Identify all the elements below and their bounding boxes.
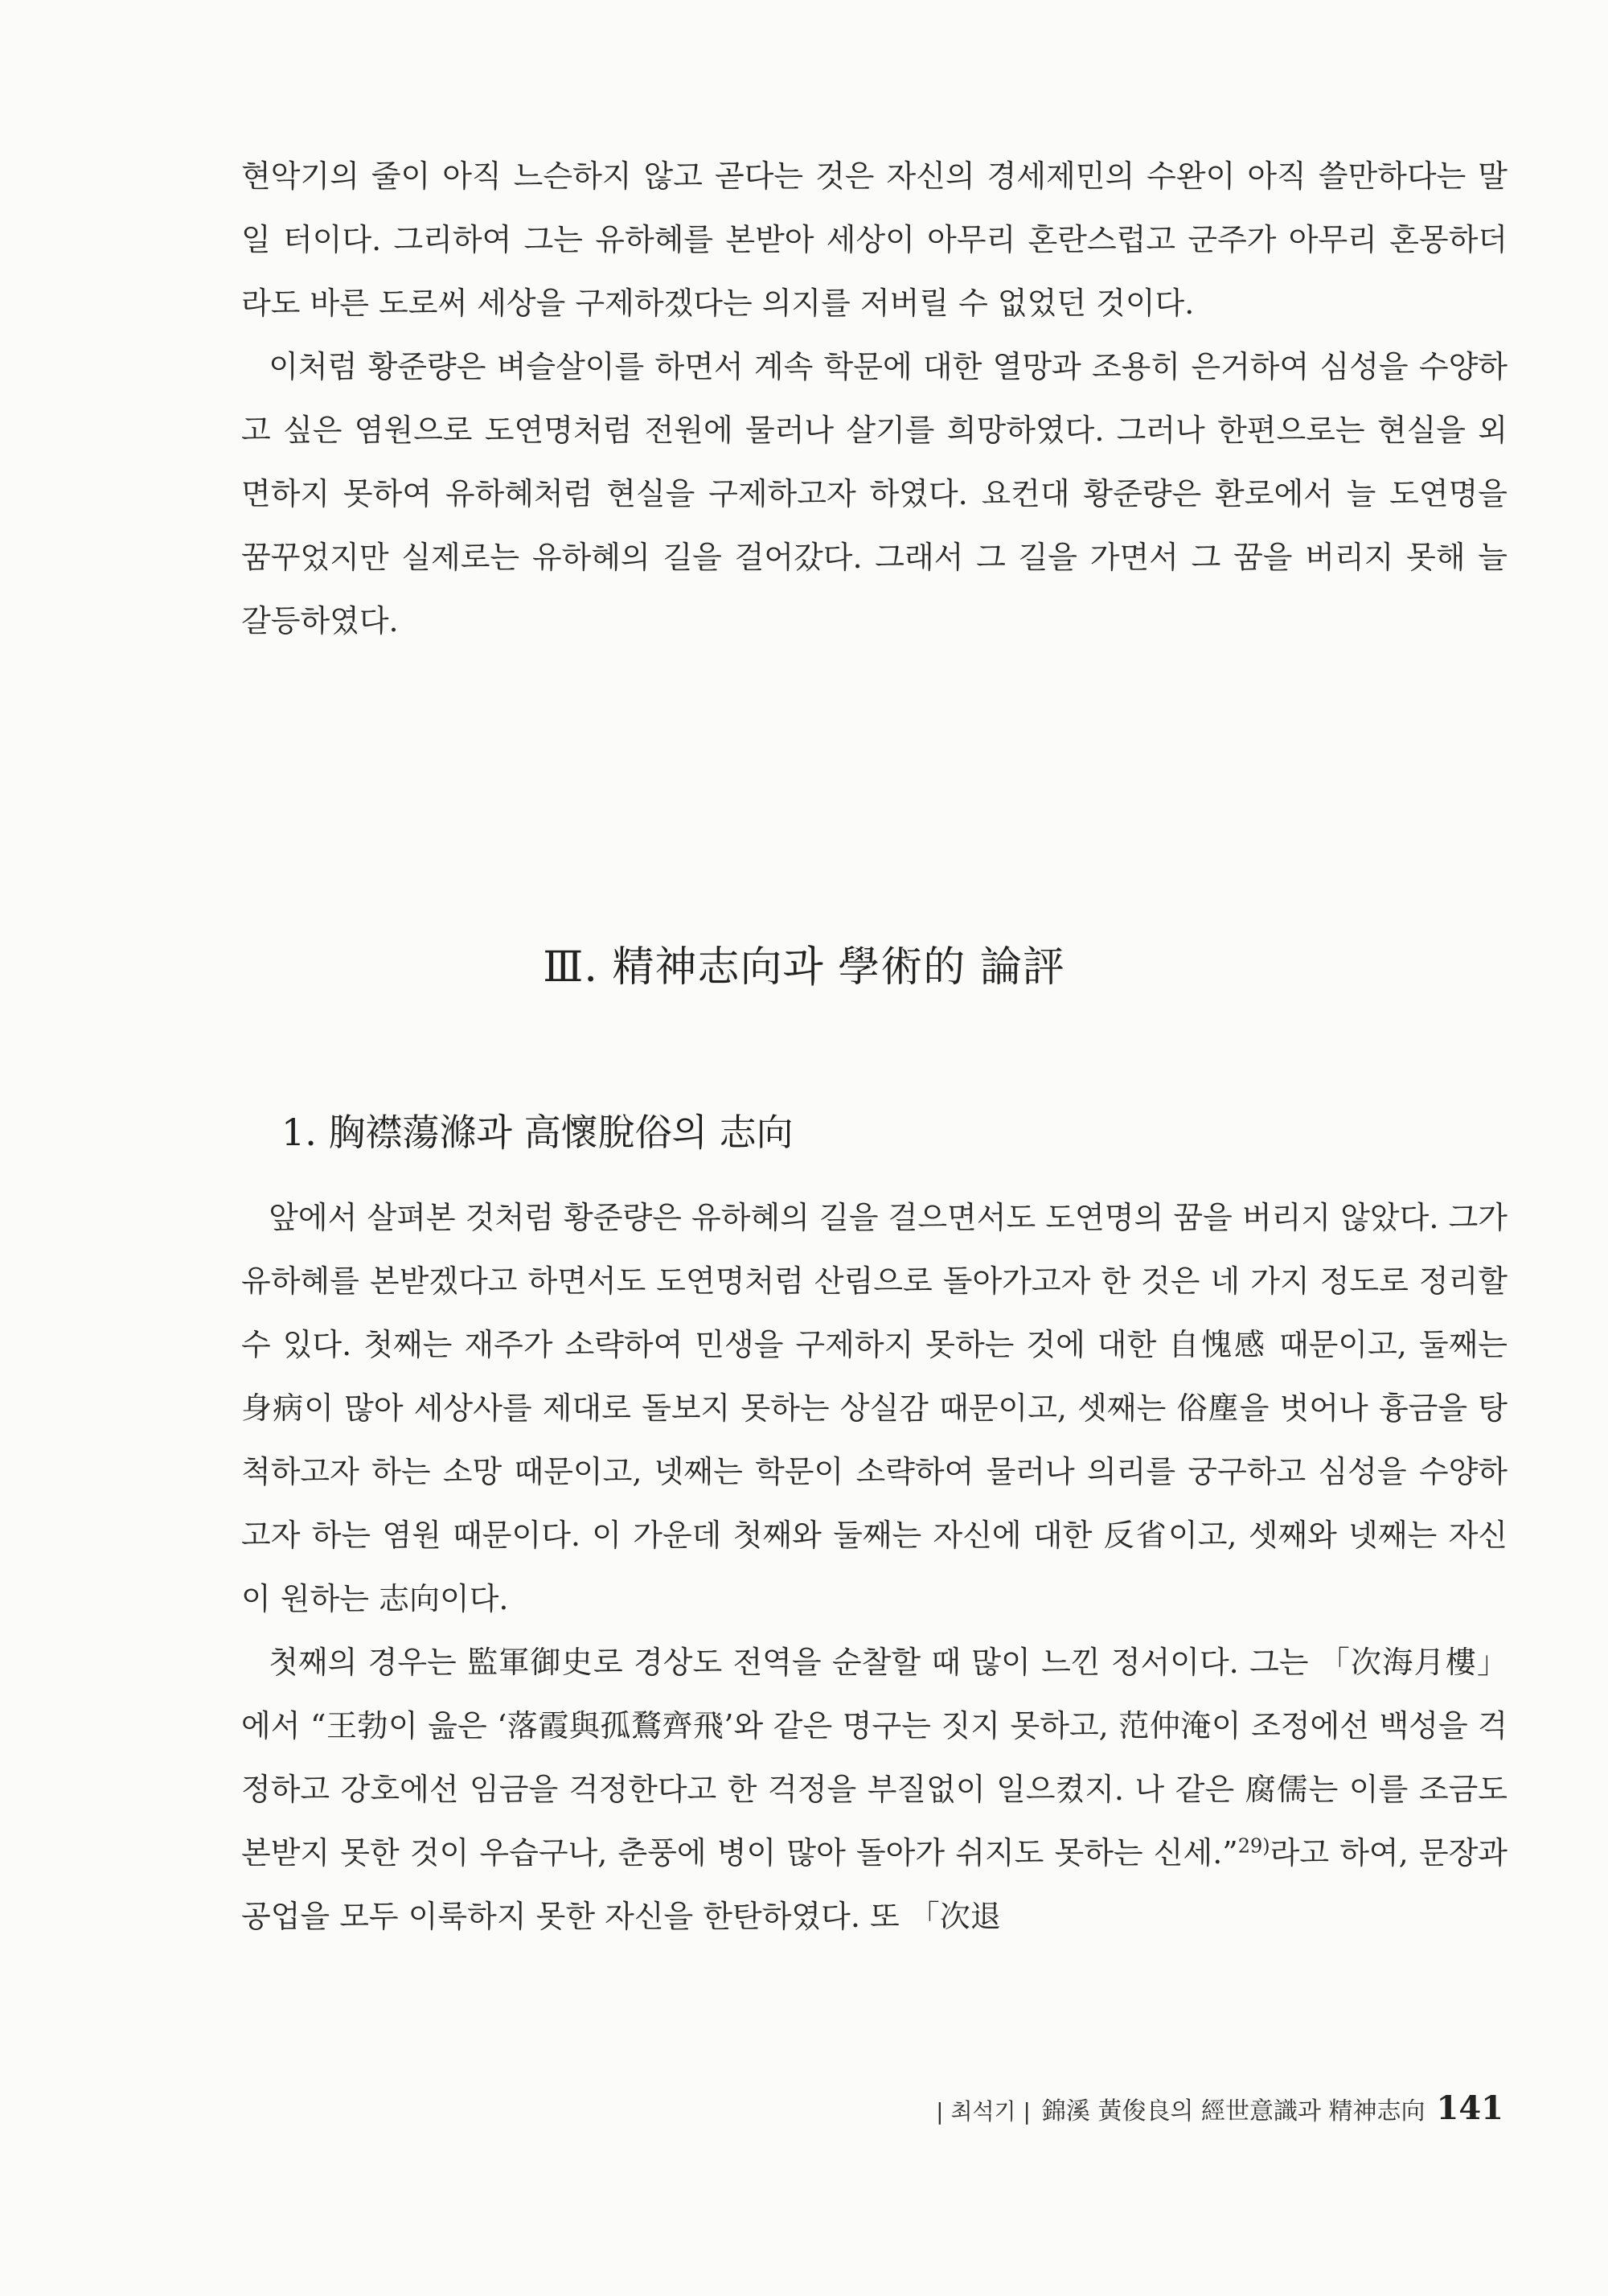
body-section-2	[241, 1186, 1508, 1949]
paragraph: 이처럼 황준량은 벼슬살이를 하면서 계속 학문에 대한 열망과 조용히 은거하여 심성을 수양하고 싶은 염원으로 도연명처럼 전원에 물러나 살기를 희망하였다. 그러나 한편으로는 현실을 외면하지 못하여 유하혜처럼 현실을 구제하고자 하였다. 요컨대 황준량은 환로에서 늘 도연명을 꿈꾸었지만 실제로는 유하혜의 길을 걸어갔다. 그래서 그 길을 가면서 그 꿈을 버리지 못해 늘 갈등하였다.	[241, 349, 1508, 639]
paragraph: 앞에서 살펴본 것처럼 황준량은 유하혜의 길을 걸으면서도 도연명의 꿈을 버리지 않았다. 그가 유하혜를 본받겠다고 하면서도 도연명처럼 산림으로 돌아가고자 한 것은 네 가지 정도로 정리할 수 있다. 첫째는 재주가 소략하여 민생을 구제하지 못하는 것에 대한 自愧感 때문이고, 둘째는 身病이 많아 세상사를 제대로 돌보지 못하는 상실감 때문이고, 셋째는 俗塵을 벗어나 흉금을 탕척하고자 하는 소망 때문이고, 넷째는 학문이 소략하여 물러나 의리를 궁구하고 심성을 수양하고자 하는 염원 때문이다. 이 가운데 첫째와 둘째는 자신에 대한 反省이고, 셋째와 넷째는 자신이 원하는 志向이다.	[241, 1200, 1508, 1616]
footnote-reference: 29)	[1237, 1834, 1270, 1858]
paragraph-text-tail: 라고 하여, 문장과 공업을 모두 이룩하지 못한 자신을 한탄하였다. 또 「次退	[241, 1835, 1508, 1934]
page-number: 141	[1436, 2089, 1503, 2127]
paragraph: 현악기의 줄이 아직 느슨하지 않고 곧다는 것은 자신의 경세제민의 수완이 아직 쓸만하다는 말일 터이다. 그리하여 그는 유하혜를 본받아 세상이 아무리 혼란스럽고 군주가 아무리 혼몽하더라도 바른 도로써 세상을 구제하겠다는 의지를 저버릴 수 없었던 것이다.	[241, 158, 1508, 321]
footer-title: 錦溪 黃俊良의 經世意識과 精神志向	[1041, 2097, 1425, 2126]
subsection-heading: 1. 胸襟蕩滌과 高懷脫俗의 志向	[281, 1111, 794, 1154]
body-section-1	[241, 145, 1508, 653]
paragraph-with-footnote	[241, 1631, 1508, 1949]
page-footer	[936, 2089, 1503, 2127]
paragraph-text: 첫째의 경우는 監軍御史로 경상도 전역을 순찰할 때 많이 느낀 정서이다. 그는 「次海月樓」에서 “王勃이 읊은 ‘落霞與孤鶩齊飛’와 같은 명구는 짓지 못하고, 范仲淹이 조정에선 백성을 걱정하고 강호에선 임금을 걱정한다고 한 걱정을 부질없이 일으켰지. 나 같은 腐儒는 이를 조금도 본받지 못한 것이 우습구나, 춘풍에 병이 많아 돌아가 쉬지도 못하는 신세.”	[241, 1645, 1508, 1871]
footer-author: | 최석기 |	[936, 2098, 1031, 2125]
section-heading: Ⅲ. 精神志向과 學術的 論評	[543, 943, 1065, 992]
